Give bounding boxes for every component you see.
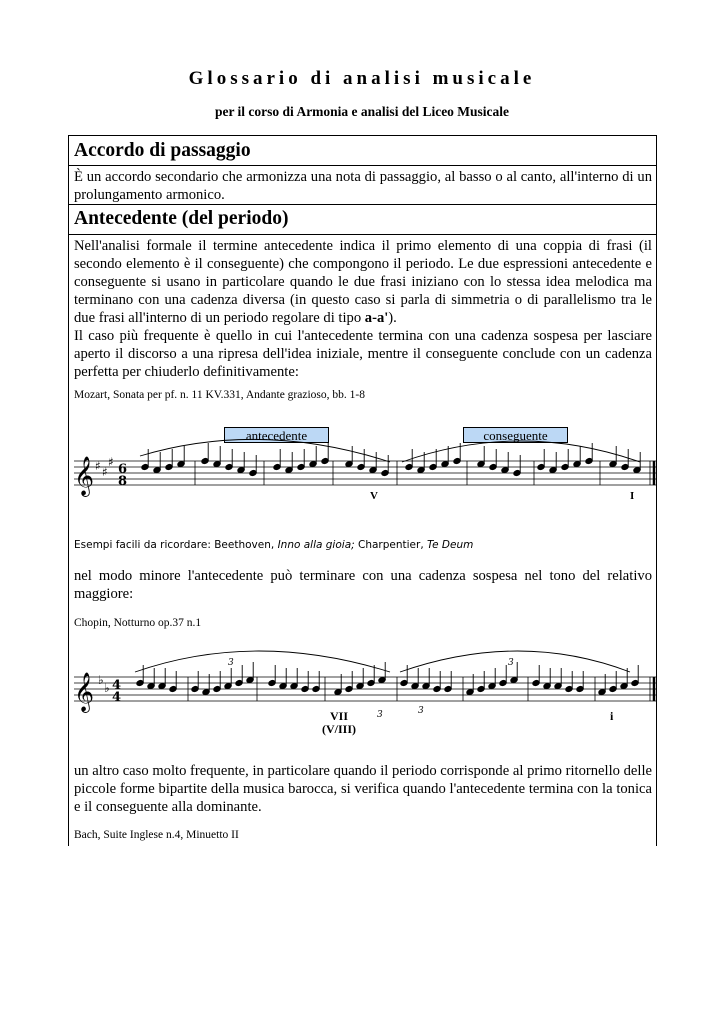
treble-clef-icon: 𝄞: [74, 456, 95, 496]
period-type: a-a': [364, 310, 389, 326]
baroque-text: un altro caso molto frequente, in particolare quando il periodo corrisponde al primo ritornello delle piccole forme bipartite della musica barocca, si verifica quando l'antecedente termina con la tonica e il conseguente alla dominante.: [74, 763, 652, 815]
cadence-degree: V: [370, 490, 378, 502]
definition-text: È un accordo secondario che armonizza una nota di passaggio, al basso o al canto, all'interno di un prolungamento armonico.: [74, 169, 652, 203]
tuplet-mark: 3: [508, 658, 514, 668]
flat-icon: ♭: [98, 673, 104, 687]
minor-mode-text: nel modo minore l'antecedente può terminare con una cadenza sospesa nel tono del relativo maggiore:: [74, 568, 652, 602]
flat-icon: ♭: [104, 681, 110, 695]
cadence-degree-secondary: (V/III): [322, 722, 357, 736]
cadence-degree: VII: [330, 709, 349, 723]
page-title: Glossario di analisi musicale: [188, 68, 536, 89]
time-sig-bottom: 8: [118, 474, 128, 489]
tuplet-mark: 3: [228, 658, 234, 668]
entry-term: Antecedente (del periodo): [74, 208, 289, 229]
entry-term: Accordo di passaggio: [74, 140, 251, 161]
cadence-degree: I: [630, 490, 635, 502]
time-sig-top: 4: [112, 678, 122, 693]
tuplet-mark: 3: [377, 710, 383, 720]
definition-text: Il caso più frequente è quello in cui l'antecedente termina con una cadenza sospesa per lasciare aperto il discorso a una ripresa dell'idea iniziale, mentre il conseguente conclude con un cadenza perfetta per chiuderlo definitivamente:: [74, 328, 652, 380]
page-subtitle: per il corso di Armonia e analisi del Liceo Musicale: [214, 104, 510, 119]
example-source: Chopin, Notturno op.37 n.1: [74, 617, 202, 629]
treble-clef-icon: 𝄞: [74, 672, 95, 712]
sharp-icon: ♯: [108, 455, 114, 469]
example-source: Bach, Suite Inglese n.4, Minuetto II: [74, 829, 239, 841]
sharp-icon: ♯: [102, 465, 108, 479]
phrase-slur: [135, 651, 390, 672]
time-sig-top: 6: [118, 462, 128, 477]
cadence-degree: i: [610, 709, 614, 723]
tuplet-mark: 3: [418, 706, 424, 716]
definition-text: Nell'analisi formale il termine antecedente indica il primo elemento di una coppia di frasi (il secondo elemento è il conseguente) che compongono il periodo. Le due espressioni antecedente e conseguente si usano in particolare quando le due frasi iniziano con lo stessa idea melodica ma terminano con una cadenza diversa (in questo caso si parla di simmetria o di parallelismo tra le due frasi all'interno di un periodo regolare di tipo: [74, 238, 652, 326]
antecedent-label: antecedente: [224, 427, 329, 443]
time-sig-bottom: 4: [112, 690, 122, 705]
examples-note: Esempi facili da ricordare: Beethoven, Inno alla gioia; Charpentier, Te Deum: [74, 539, 474, 551]
sharp-icon: ♯: [95, 459, 101, 473]
phrase-slur: [400, 651, 630, 672]
example-source: Mozart, Sonata per pf. n. 11 KV.331, Andante grazioso, bb. 1-8: [74, 389, 365, 401]
consequent-label: conseguente: [463, 427, 568, 443]
definition-text: ).: [388, 310, 397, 326]
